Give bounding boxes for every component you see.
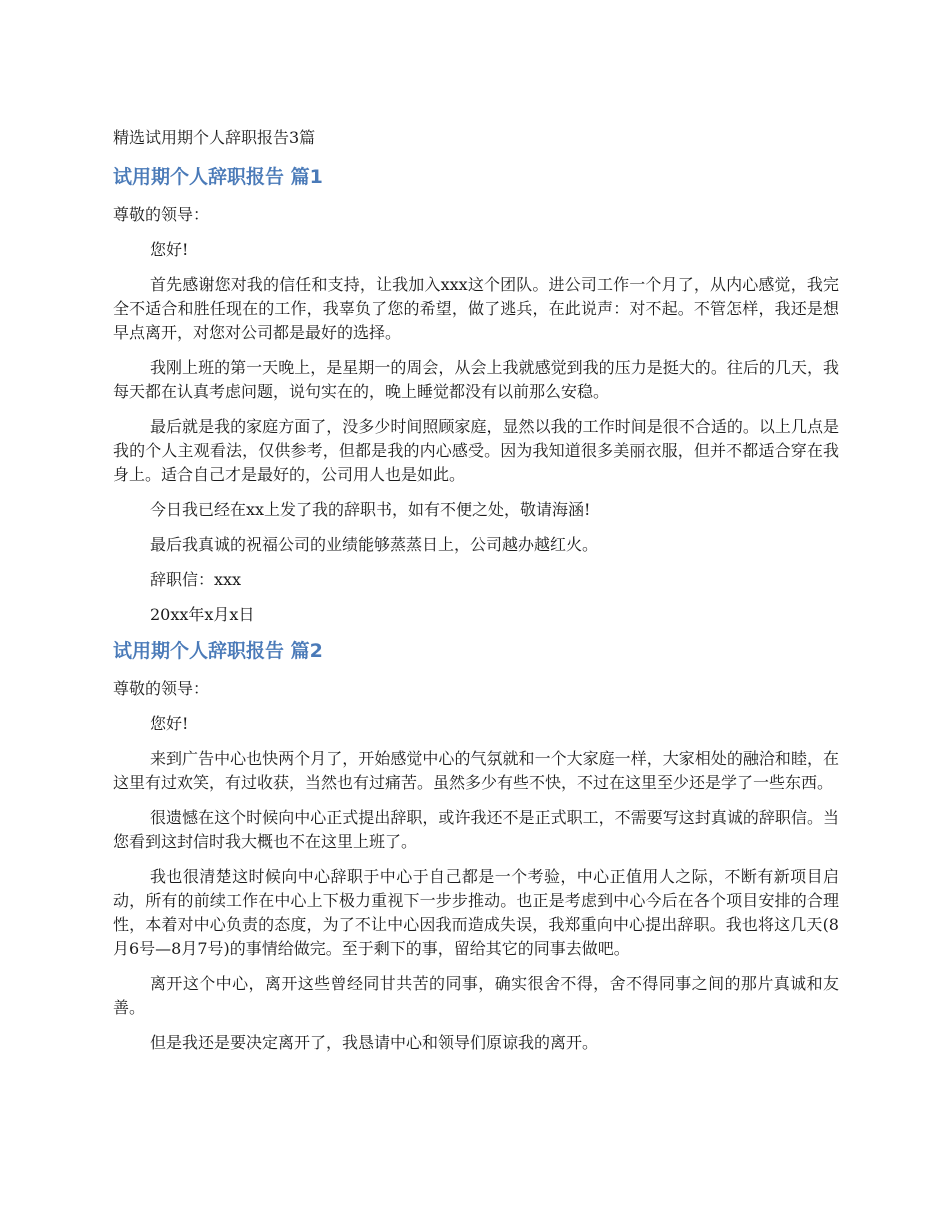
section-heading-2: 试用期个人辞职报告 篇2: [113, 640, 323, 662]
document-title: 精选试用期个人辞职报告3篇: [113, 128, 316, 147]
paragraph: 我也很清楚这时候向中心辞职于中心于自己都是一个考验，中心正值用人之际，不断有新项目启动，所有的前续工作在中心上下极力重视下一步步推动。也正是考虑到中心今后在各个项目安排的合理性，本着对中心负责的态度，为了不让中心因我而造成失误，我郑重向中心提出辞职。我也将这几天(8月6号—8月7号)的事情给做完。至于剩下的事，留给其它的同事去做吧。: [113, 867, 839, 958]
salutation: 尊敬的领导：: [113, 205, 210, 224]
salutation: 尊敬的领导：: [113, 679, 210, 698]
paragraph: 但是我还是要决定离开了，我恳请中心和领导们原谅我的离开。: [150, 1033, 599, 1052]
document-body: [113, 126, 839, 1066]
paragraph: 首先感谢您对我的信任和支持，让我加入xxx这个团队。进公司工作一个月了，从内心感觉，我完全不适合和胜任现在的工作，我辜负了您的希望，做了逃兵，在此说声：对不起。不管怎样，我还是想早点离开，对您对公司都是最好的选择。: [113, 275, 839, 342]
paragraph: 我刚上班的第一天晚上，是星期一的周会，从会上我就感觉到我的压力是挺大的。往后的几天，我每天都在认真考虑问题，说句实在的，晚上睡觉都没有以前那么安稳。: [113, 358, 839, 401]
greeting: 您好!: [150, 714, 189, 733]
greeting: 您好!: [150, 240, 189, 259]
signature-line: 辞职信：xxx: [150, 570, 242, 589]
paragraph: 很遗憾在这个时候向中心正式提出辞职，或许我还不是正式职工，不需要写这封真诚的辞职信。当您看到这封信时我大概也不在这里上班了。: [113, 808, 839, 851]
paragraph: 最后就是我的家庭方面了，没多少时间照顾家庭，显然以我的工作时间是很不合适的。以上几点是我的个人主观看法，仅供参考，但都是我的内心感受。因为我知道很多美丽衣服，但并不都适合穿在我身上。适合自己才是最好的，公司用人也是如此。: [113, 417, 839, 484]
paragraph: 来到广告中心也快两个月了，开始感觉中心的气氛就和一个大家庭一样，大家相处的融洽和睦，在这里有过欢笑，有过收获，当然也有过痛苦。虽然多少有些不快，不过在这里至少还是学了一些东西。: [113, 749, 839, 792]
section-heading-1: 试用期个人辞职报告 篇1: [113, 166, 323, 188]
date-line: 20xx年x月x日: [150, 605, 255, 624]
paragraph: 今日我已经在xx上发了我的辞职书，如有不便之处，敬请海涵!: [150, 500, 591, 519]
paragraph: 最后我真诚的祝福公司的业绩能够蒸蒸日上，公司越办越红火。: [150, 535, 599, 554]
paragraph: 离开这个中心，离开这些曾经同甘共苦的同事，确实很舍不得，舍不得同事之间的那片真诚和友善。: [113, 974, 839, 1017]
